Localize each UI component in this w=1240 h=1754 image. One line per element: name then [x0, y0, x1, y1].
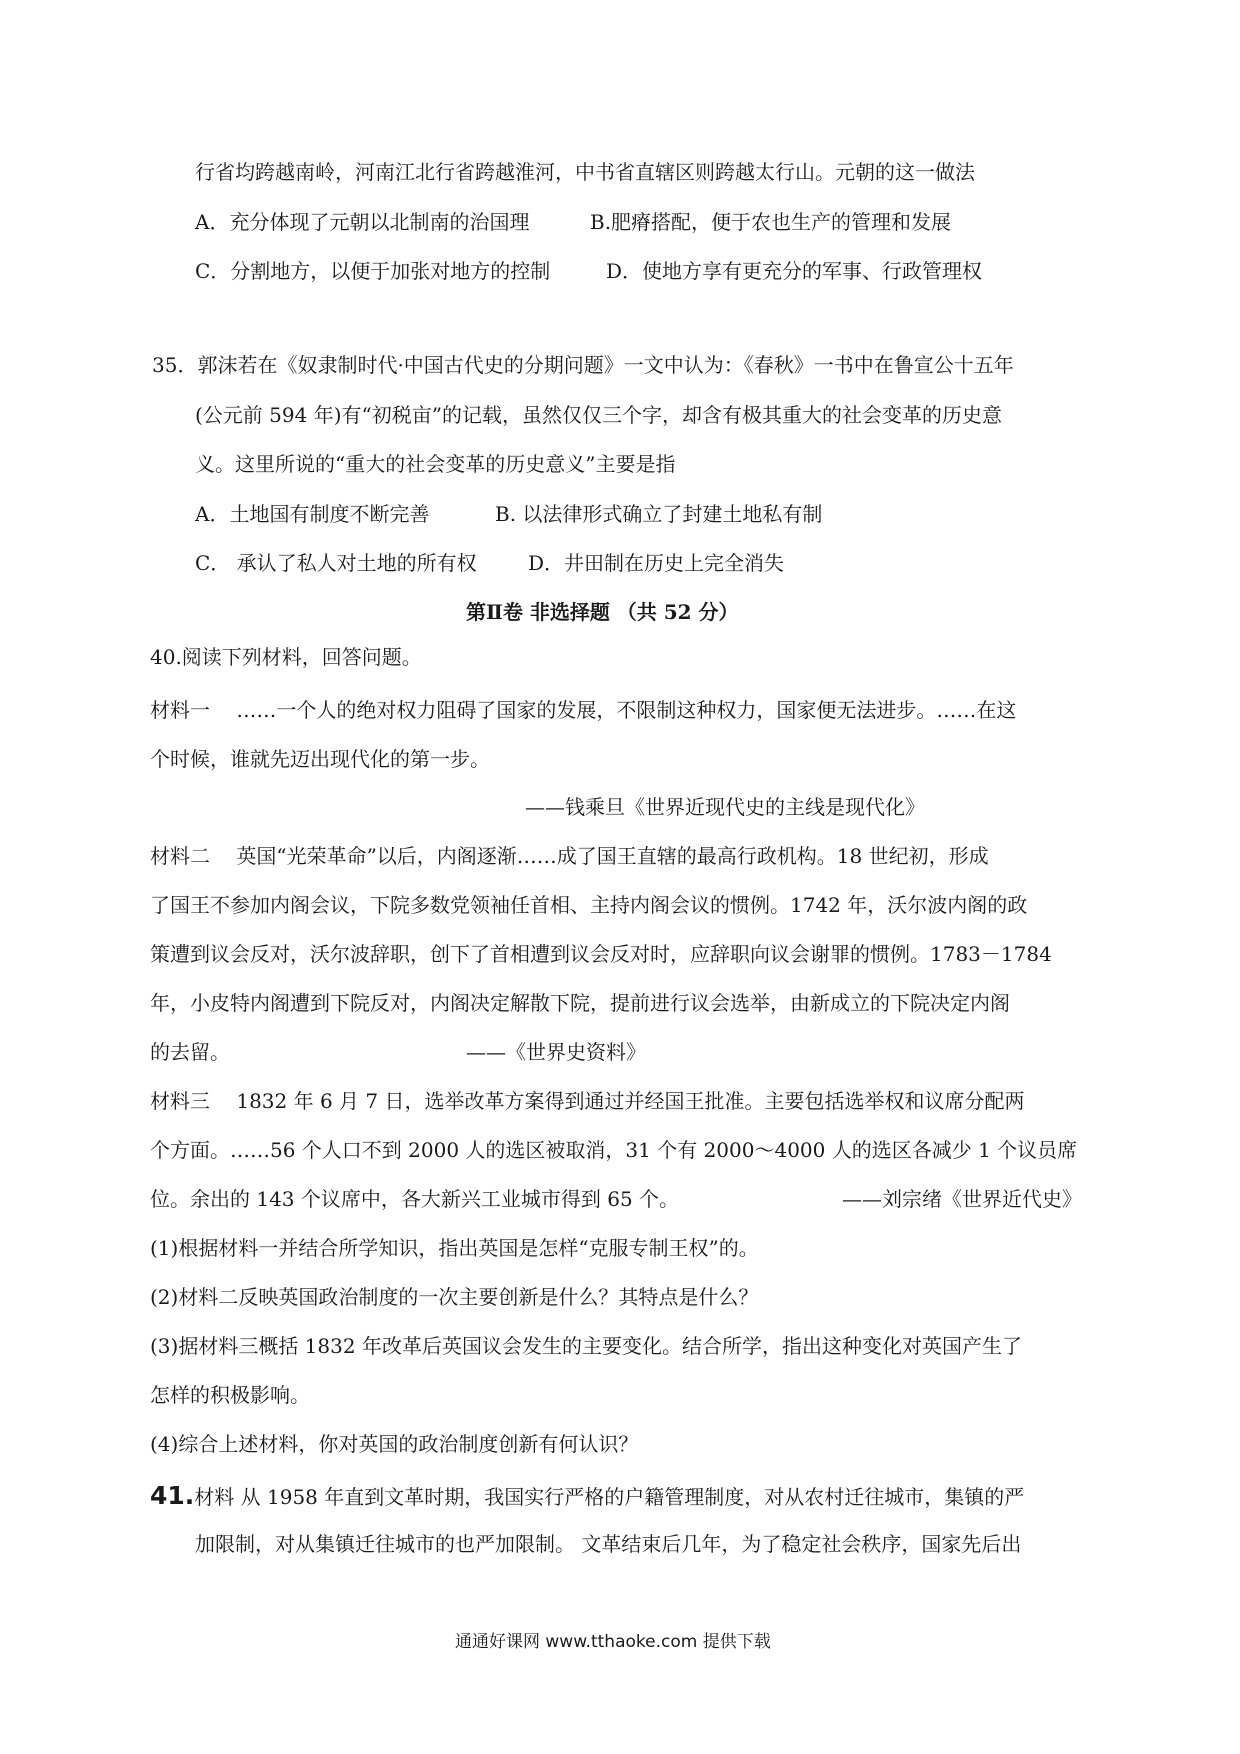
q40-material-1-line-2: 个时候，谁就先迈出现代化的第一步。	[150, 747, 490, 771]
q40-material-3-line-1: 材料三 1832 年 6 月 7 日，选举改革方案得到通过并经国王批准。主要包括选举权和议席分配两	[150, 1089, 1025, 1113]
q40-sub-question-4: (4)综合上述材料，你对英国的政治制度创新有何认识？	[150, 1432, 639, 1456]
q41-line-1	[150, 1482, 1024, 1511]
q40-material-3-source: ——刘宗绪《世界近代史》	[842, 1187, 1082, 1211]
q35-option-a: A．土地国有制度不断完善	[195, 502, 430, 526]
q41-text-line-1: 材料 从 1958 年直到文革时期，我国实行严格的户籍管理制度，对从农村迁往城市，集镇的严	[194, 1485, 1025, 1509]
q40-sub-question-3-line-1: (3)据材料三概括 1832 年改革后英国议会发生的主要变化。结合所学，指出这种变化对英国产生了	[150, 1334, 1022, 1358]
q34-option-a: A．充分体现了元朝以北制南的治国理	[195, 210, 530, 234]
q40-material-2-source: ——《世界史资料》	[466, 1040, 646, 1064]
q40-material-3-line-3: 位。余出的 143 个议席中，各大新兴工业城市得到 65 个。	[150, 1187, 680, 1211]
q35-option-c: C． 承认了私人对土地的所有权	[195, 551, 477, 575]
q40-material-1-source: ——钱乘旦《世界近现代史的主线是现代化》	[525, 795, 925, 819]
q40-sub-question-3-line-2: 怎样的积极影响。	[150, 1383, 310, 1407]
q40-material-2-line-5: 的去留。	[150, 1040, 230, 1064]
q41-line-2: 加限制，对从集镇迁往城市的也严加限制。 文革结束后几年，为了稳定社会秩序，国家先后出	[195, 1532, 1022, 1556]
q35-option-b: B. 以法律形式确立了封建土地私有制	[495, 502, 823, 526]
q41-number: 41.	[150, 1481, 195, 1510]
q35-stem-line-2: (公元前 594 年)有“初税亩”的记载，虽然仅仅三个字，却含有极其重大的社会变革的历史意	[195, 403, 1002, 427]
q35-stem-line-1: 35．郭沫若在《奴隶制时代·中国古代史的分期问题》一文中认为：《春秋》一书中在鲁宣公十五年	[152, 353, 1014, 377]
q34-stem-tail: 行省均跨越南岭，河南江北行省跨越淮河，中书省直辖区则跨越太行山。元朝的这一做法	[195, 160, 975, 184]
q34-option-d: D．使地方享有更充分的军事、行政管理权	[606, 259, 983, 283]
q34-option-b: B.肥瘠搭配，便于农也生产的管理和发展	[590, 210, 952, 234]
q40-material-2-line-2: 了国王不参加内阁会议，下院多数党领袖任首相、主持内阁会议的惯例。1742 年，沃尔波内阁的政	[150, 893, 1028, 917]
q35-stem-line-3: 义。这里所说的“重大的社会变革的历史意义”主要是指	[195, 452, 676, 476]
q40-material-2-line-4: 年，小皮特内阁遭到下院反对，内阁决定解散下院，提前进行议会选举，由新成立的下院决定内阁	[150, 991, 1010, 1015]
q35-option-d: D．井田制在历史上完全消失	[528, 551, 785, 575]
q40-sub-question-1: (1)根据材料一并结合所学知识，指出英国是怎样“克服专制王权”的。	[150, 1236, 759, 1260]
q40-intro: 40.阅读下列材料，回答问题。	[150, 645, 422, 669]
q40-material-2-line-3: 策遭到议会反对，沃尔波辞职，创下了首相遭到议会反对时，应辞职向议会谢罪的惯例。1783－1784	[150, 942, 1052, 966]
page-footer: 通通好课网 www.tthaoke.com 提供下载	[455, 1632, 771, 1652]
section-2-title: 第Ⅱ卷 非选择题 （共 52 分）	[466, 600, 739, 624]
q40-material-1-line-1: 材料一 ……一个人的绝对权力阻碍了国家的发展，不限制这种权力，国家便无法进步。……在这	[150, 698, 1017, 722]
q40-sub-question-2: (2)材料二反映英国政治制度的一次主要创新是什么？其特点是什么？	[150, 1285, 759, 1309]
q40-material-2-line-1: 材料二 英国“光荣革命”以后，内阁逐渐……成了国王直辖的最高行政机构。18 世纪初，形成	[150, 844, 989, 868]
q34-option-c: C．分割地方，以便于加张对地方的控制	[195, 259, 551, 283]
q40-material-3-line-2: 个方面。……56 个人口不到 2000 人的选区被取消，31 个有 2000～4000 人的选区各减少 1 个议员席	[150, 1138, 1078, 1162]
